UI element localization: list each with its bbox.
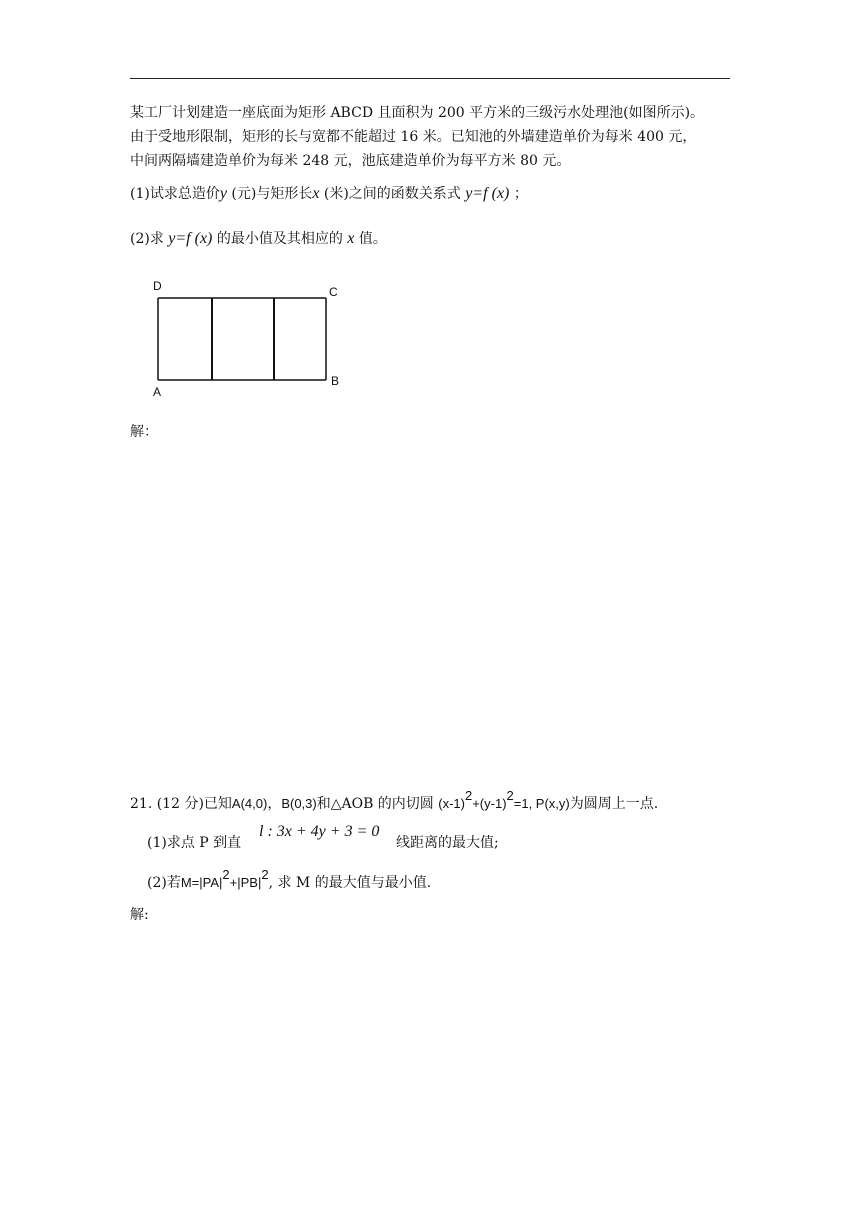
p2-circle-eq-part3: =1, P(x,y) bbox=[513, 796, 570, 811]
p2-circle-eq-part1: (x-1) bbox=[438, 796, 465, 811]
partition-walls bbox=[212, 298, 274, 380]
label-A: A bbox=[153, 385, 162, 399]
p2-circle-sq1: 2 bbox=[464, 788, 473, 804]
problem2-header bbox=[130, 788, 659, 814]
pool-diagram bbox=[148, 274, 358, 404]
header-rule bbox=[130, 78, 730, 79]
problem1-intro-line2: 由于受地形限制，矩形的长与宽都不能超过 16 米。已知池的外墙建造单价为每米 400 元， bbox=[130, 129, 697, 145]
problem2-line-equation bbox=[259, 821, 379, 841]
p2-q2-M-part1: M=|PA| bbox=[180, 875, 223, 890]
p2-q2-sq2: 2 bbox=[261, 867, 269, 883]
p2-q2-suffix: , 求 M 的最大值与最小值. bbox=[268, 875, 432, 891]
p2-header-suffix: 为圆周上一点. bbox=[569, 796, 659, 812]
q1-x-var: x bbox=[312, 185, 320, 202]
p2-q2-M-part2: +|PB| bbox=[229, 875, 262, 890]
problem2-q1-prefix: (1)求点 P 到直 bbox=[147, 835, 242, 851]
q1-mid2: (米)之间的函数关系式 bbox=[319, 186, 466, 202]
p2-comma: ， bbox=[267, 796, 282, 812]
problem2-question2 bbox=[147, 867, 432, 893]
q1-prefix: (1)试求总造价 bbox=[130, 186, 220, 202]
p2-header-mid: 和△AOB 的内切圆 bbox=[316, 796, 439, 812]
problem1-question2 bbox=[130, 229, 387, 249]
label-C: C bbox=[329, 285, 338, 299]
problem1-intro-line1: 某工厂计划建造一座底面为矩形 ABCD 且面积为 200 平方米的三级污水处理池(如图所示)。 bbox=[130, 105, 705, 121]
label-B: B bbox=[331, 374, 340, 388]
q1-function: y=f (x) bbox=[465, 185, 510, 202]
q1-suffix: ； bbox=[509, 186, 528, 202]
problem2-answer-label: 解: bbox=[130, 907, 149, 923]
q2-mid: 的最小值及其相应的 bbox=[212, 231, 348, 247]
q2-function: y=f (x) bbox=[168, 230, 213, 247]
p2-header-prefix: 21. (12 分)已知 bbox=[130, 796, 232, 812]
q1-mid1: (元)与矩形长 bbox=[226, 186, 313, 202]
problem2-q1-suffix: 线距离的最大值; bbox=[396, 835, 499, 851]
problem1-intro-line3: 中间两隔墙建造单价为每米 248 元，池底建造单价为每平方米 80 元。 bbox=[130, 153, 571, 169]
label-D: D bbox=[153, 279, 162, 293]
pool-outline bbox=[158, 298, 326, 380]
problem1-question1 bbox=[130, 184, 528, 204]
p2-circle-sq2: 2 bbox=[506, 788, 514, 804]
line-equation-text: l : 3x + 4y + 3 = 0 bbox=[259, 823, 380, 840]
q2-suffix: 值。 bbox=[354, 231, 387, 247]
p2-point-B: B(0,3) bbox=[281, 796, 317, 811]
q1-y-var: y bbox=[219, 185, 227, 202]
p2-circle-eq-part2: +(y-1) bbox=[472, 796, 507, 811]
q2-prefix: (2)求 bbox=[130, 231, 169, 247]
p2-point-A: A(4,0) bbox=[231, 796, 268, 811]
problem1-answer-label: 解： bbox=[130, 424, 158, 440]
p2-q2-prefix: (2)若 bbox=[147, 875, 181, 891]
p2-q2-sq1: 2 bbox=[222, 867, 230, 883]
q2-x-var: x bbox=[347, 230, 355, 247]
